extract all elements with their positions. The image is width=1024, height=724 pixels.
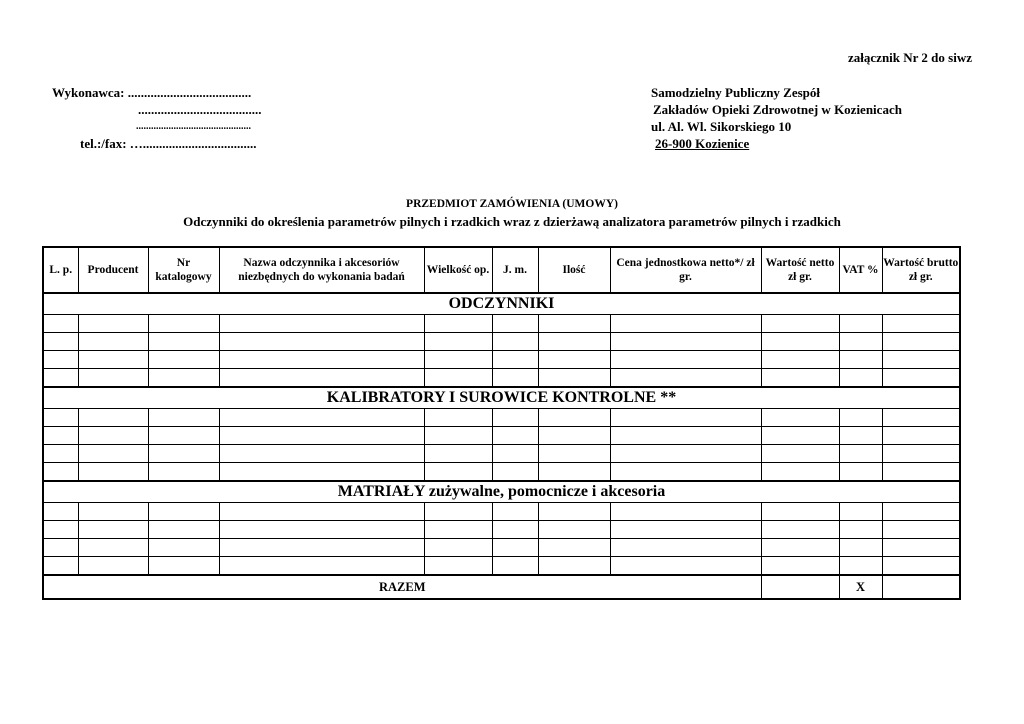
table-cell[interactable] — [882, 539, 960, 557]
table-cell[interactable] — [610, 315, 761, 333]
section-row — [43, 481, 960, 503]
table-cell[interactable] — [492, 409, 538, 427]
table-cell[interactable] — [219, 369, 424, 388]
table-cell[interactable] — [219, 409, 424, 427]
table-cell[interactable] — [538, 521, 610, 539]
table-cell[interactable] — [882, 445, 960, 463]
table-row — [43, 369, 960, 388]
table-cell[interactable] — [538, 369, 610, 388]
table-cell[interactable] — [538, 427, 610, 445]
table-cell[interactable] — [148, 427, 219, 445]
header-cell: Nazwa odczynnika i akcesoriów niezbędnych do wykonania badań — [219, 247, 424, 293]
table-cell[interactable] — [424, 351, 492, 369]
table-cell[interactable] — [761, 427, 839, 445]
table-cell[interactable] — [148, 315, 219, 333]
table-cell[interactable] — [492, 351, 538, 369]
table-cell[interactable] — [148, 409, 219, 427]
subject-description: Odczynniki do określenia parametrów pilnych i rzadkich wraz z dzierżawą analizatora parametrów pilnych i rzadkich — [183, 214, 841, 229]
total-row — [43, 575, 960, 599]
table-cell[interactable] — [424, 333, 492, 351]
table-cell[interactable] — [761, 409, 839, 427]
table-cell[interactable] — [538, 539, 610, 557]
table-cell[interactable] — [839, 369, 882, 388]
table-cell[interactable] — [882, 463, 960, 482]
table-cell[interactable] — [761, 557, 839, 576]
contractor-label: Wykonawca: ...................................... — [52, 85, 252, 100]
table-cell[interactable] — [43, 557, 78, 576]
table-cell[interactable] — [610, 463, 761, 482]
table-cell[interactable] — [839, 315, 882, 333]
total-vat-cell: X — [839, 575, 882, 599]
table-cell[interactable] — [78, 503, 148, 521]
table-cell[interactable] — [839, 463, 882, 482]
table-cell[interactable] — [610, 351, 761, 369]
table-cell[interactable] — [610, 333, 761, 351]
contractor-line-2: ...................................... — [138, 102, 262, 117]
table-header-row — [43, 247, 960, 293]
header-cell: Producent — [78, 247, 148, 293]
table-cell[interactable] — [761, 539, 839, 557]
header-cell: Ilość — [538, 247, 610, 293]
table-cell[interactable] — [839, 539, 882, 557]
table-cell[interactable] — [219, 351, 424, 369]
table-cell[interactable] — [492, 333, 538, 351]
table-cell[interactable] — [219, 427, 424, 445]
table-cell[interactable] — [538, 445, 610, 463]
table-cell[interactable] — [148, 521, 219, 539]
table-cell[interactable] — [761, 351, 839, 369]
table-cell[interactable] — [424, 557, 492, 576]
table-cell[interactable] — [538, 351, 610, 369]
table-cell[interactable] — [148, 351, 219, 369]
section-row — [43, 293, 960, 315]
table-cell[interactable] — [492, 557, 538, 576]
contractor-line-3: .............................................. — [136, 121, 251, 132]
table-cell[interactable] — [43, 351, 78, 369]
table-cell[interactable] — [492, 539, 538, 557]
table-cell[interactable] — [78, 445, 148, 463]
table-cell[interactable] — [610, 539, 761, 557]
table-row — [43, 557, 960, 576]
table-row — [43, 315, 960, 333]
table-cell[interactable] — [882, 503, 960, 521]
table-cell[interactable] — [882, 409, 960, 427]
table-cell[interactable] — [492, 315, 538, 333]
table-row — [43, 445, 960, 463]
table-cell[interactable] — [43, 333, 78, 351]
table-cell[interactable] — [882, 427, 960, 445]
table-cell[interactable] — [761, 463, 839, 482]
table-cell[interactable] — [610, 369, 761, 388]
table-cell[interactable] — [839, 409, 882, 427]
table-cell[interactable] — [148, 445, 219, 463]
table-cell[interactable] — [78, 463, 148, 482]
table-cell[interactable] — [538, 463, 610, 482]
table-cell[interactable] — [492, 369, 538, 388]
table-cell[interactable] — [610, 557, 761, 576]
table-cell[interactable] — [610, 445, 761, 463]
table-cell[interactable] — [492, 503, 538, 521]
table-cell[interactable] — [882, 333, 960, 351]
table-cell[interactable] — [219, 463, 424, 482]
table-cell[interactable] — [148, 463, 219, 482]
table-cell[interactable] — [219, 557, 424, 576]
table-cell[interactable] — [424, 409, 492, 427]
table-cell[interactable] — [148, 539, 219, 557]
table-cell[interactable] — [43, 539, 78, 557]
table-cell[interactable] — [219, 333, 424, 351]
table-cell[interactable] — [761, 503, 839, 521]
section-row — [43, 387, 960, 409]
table-cell[interactable] — [43, 409, 78, 427]
header-cell: Wartość netto zł gr. — [761, 247, 839, 293]
order-table — [42, 246, 961, 600]
table-cell[interactable] — [538, 315, 610, 333]
table-cell[interactable] — [219, 315, 424, 333]
table-cell[interactable] — [761, 521, 839, 539]
table-cell[interactable] — [43, 445, 78, 463]
table-cell[interactable] — [882, 315, 960, 333]
table-cell[interactable] — [78, 369, 148, 388]
table-cell[interactable] — [839, 503, 882, 521]
table-cell[interactable] — [761, 333, 839, 351]
table-cell[interactable] — [839, 351, 882, 369]
table-cell[interactable] — [538, 409, 610, 427]
table-cell[interactable] — [78, 409, 148, 427]
table-cell[interactable] — [761, 315, 839, 333]
table-cell[interactable] — [148, 503, 219, 521]
table-cell[interactable] — [424, 521, 492, 539]
table-cell[interactable] — [43, 521, 78, 539]
header-cell: Wartość brutto zł gr. — [882, 247, 960, 293]
table-cell[interactable] — [882, 351, 960, 369]
table-cell[interactable] — [43, 427, 78, 445]
table-cell[interactable] — [492, 427, 538, 445]
table-cell[interactable] — [43, 463, 78, 482]
table-cell[interactable] — [43, 503, 78, 521]
organization-line-1: Samodzielny Publiczny Zespół — [651, 85, 821, 100]
table-cell[interactable] — [424, 315, 492, 333]
annex-label: załącznik Nr 2 do siwz — [848, 50, 972, 65]
organization-block — [651, 84, 900, 152]
table-cell[interactable] — [424, 369, 492, 388]
table-cell[interactable] — [219, 503, 424, 521]
table-cell[interactable] — [492, 445, 538, 463]
header-cell: Nr katalogowy — [148, 247, 219, 293]
table-cell[interactable] — [424, 427, 492, 445]
organization-line-2: Zakładów Opieki Zdrowotnej w Kozienicach — [653, 102, 902, 117]
table-cell[interactable] — [148, 557, 219, 576]
table-row — [43, 463, 960, 482]
table-cell[interactable] — [492, 463, 538, 482]
table-cell[interactable] — [219, 445, 424, 463]
table-cell[interactable] — [78, 521, 148, 539]
table-cell[interactable] — [43, 369, 78, 388]
table-cell[interactable] — [78, 351, 148, 369]
table-cell[interactable] — [424, 463, 492, 482]
table-cell[interactable] — [148, 369, 219, 388]
header-cell: Wielkość op. — [424, 247, 492, 293]
table-cell[interactable] — [424, 503, 492, 521]
table-cell[interactable] — [839, 333, 882, 351]
header-cell: VAT % — [839, 247, 882, 293]
table-cell[interactable] — [78, 333, 148, 351]
table-cell[interactable] — [610, 427, 761, 445]
table-cell[interactable] — [610, 521, 761, 539]
section-title: MATRIAŁY zużywalne, pomocnicze i akcesoria — [43, 481, 960, 503]
contractor-block — [52, 84, 262, 152]
table-cell[interactable] — [424, 445, 492, 463]
table-cell[interactable] — [882, 557, 960, 576]
table-row — [43, 521, 960, 539]
subject-title: PRZEDMIOT ZAMÓWIENIA (UMOWY) — [406, 198, 618, 210]
table-cell[interactable] — [78, 557, 148, 576]
total-gross-value[interactable] — [882, 575, 960, 599]
table-row — [43, 427, 960, 445]
table-cell[interactable] — [761, 445, 839, 463]
section-title: ODCZYNNIKI — [43, 293, 960, 315]
header-cell: J. m. — [492, 247, 538, 293]
table-cell[interactable] — [78, 427, 148, 445]
table-cell[interactable] — [839, 445, 882, 463]
table-cell[interactable] — [492, 521, 538, 539]
table-cell[interactable] — [839, 557, 882, 576]
table-cell[interactable] — [219, 539, 424, 557]
table-cell[interactable] — [78, 315, 148, 333]
header-cell: Cena jednostkowa netto*/ zł gr. — [610, 247, 761, 293]
table-cell[interactable] — [882, 369, 960, 388]
table-cell[interactable] — [78, 539, 148, 557]
total-net-value[interactable] — [761, 575, 839, 599]
table-cell[interactable] — [538, 503, 610, 521]
table-cell[interactable] — [610, 409, 761, 427]
section-title: KALIBRATORY I SUROWICE KONTROLNE ** — [43, 387, 960, 409]
organization-line-3: ul. Al. Wl. Sikorskiego 10 — [651, 119, 792, 134]
table-cell[interactable] — [219, 521, 424, 539]
table-cell[interactable] — [538, 557, 610, 576]
table-cell[interactable] — [839, 427, 882, 445]
table-cell[interactable] — [148, 333, 219, 351]
table-cell[interactable] — [839, 521, 882, 539]
table-cell[interactable] — [610, 503, 761, 521]
table-row — [43, 409, 960, 427]
table-cell[interactable] — [43, 315, 78, 333]
table-cell[interactable] — [761, 369, 839, 388]
table-row — [43, 351, 960, 369]
table-row — [43, 503, 960, 521]
total-label: RAZEM — [43, 575, 761, 599]
table-cell[interactable] — [882, 521, 960, 539]
organization-line-4: 26-900 Kozienice — [655, 136, 750, 151]
header-cell: L. p. — [43, 247, 78, 293]
table-cell[interactable] — [424, 539, 492, 557]
contractor-phone: tel.:/fax: …................................... — [80, 136, 257, 151]
table-row — [43, 333, 960, 351]
table-row — [43, 539, 960, 557]
table-cell[interactable] — [538, 333, 610, 351]
